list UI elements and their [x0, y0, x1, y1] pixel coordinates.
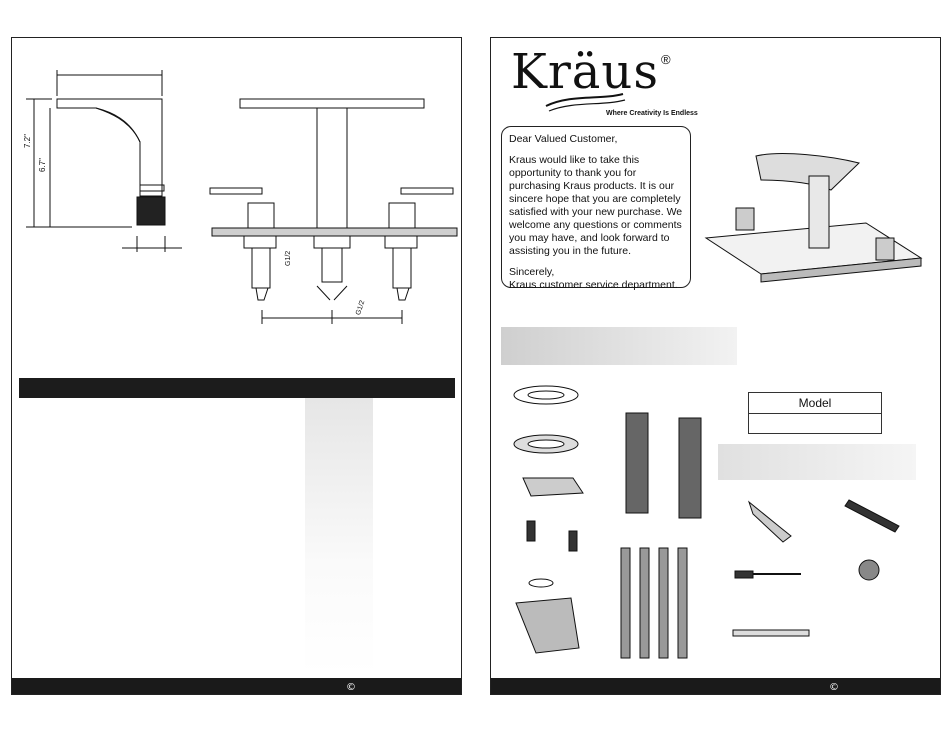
connection-label-left: G1/2	[285, 250, 292, 266]
faucet-technical-drawing	[12, 38, 462, 695]
connection-label-right: G1/2	[355, 299, 367, 317]
footer-bar-left	[12, 678, 461, 694]
copyright-symbol: ©	[346, 682, 356, 693]
letter-signature: Kraus customer service department.	[509, 279, 678, 291]
brand-name: Kräus	[511, 44, 659, 100]
letter-body: Kraus would like to take this opportunity to thank you for purchasing Kraus products. It is our sincere hope that you are completely satisfied with your new purchase. We welcome any questions or comments you may have, and look forward to assisting you in the future.	[509, 154, 683, 257]
gray-header-band	[501, 327, 737, 365]
overall-height-label: 7.2"	[23, 134, 32, 148]
model-label: Model	[749, 393, 881, 414]
brand-tagline: Where Creativity Is Endless	[606, 110, 698, 117]
letter-greeting: Dear Valued Customer,	[509, 133, 618, 145]
product-and-parts-illustration	[491, 38, 941, 695]
spout-height-label: 6.7"	[38, 158, 47, 172]
copyright-symbol: ©	[829, 682, 839, 693]
footer-bar-right	[491, 678, 940, 694]
page-right	[490, 37, 941, 695]
registered-mark: ®	[661, 52, 671, 67]
letter-closing: Sincerely,	[509, 266, 555, 278]
tools-header-band	[718, 444, 916, 480]
section-header-bar	[19, 378, 455, 398]
page-left	[11, 37, 462, 695]
model-box	[748, 392, 882, 434]
gray-column	[305, 398, 373, 675]
